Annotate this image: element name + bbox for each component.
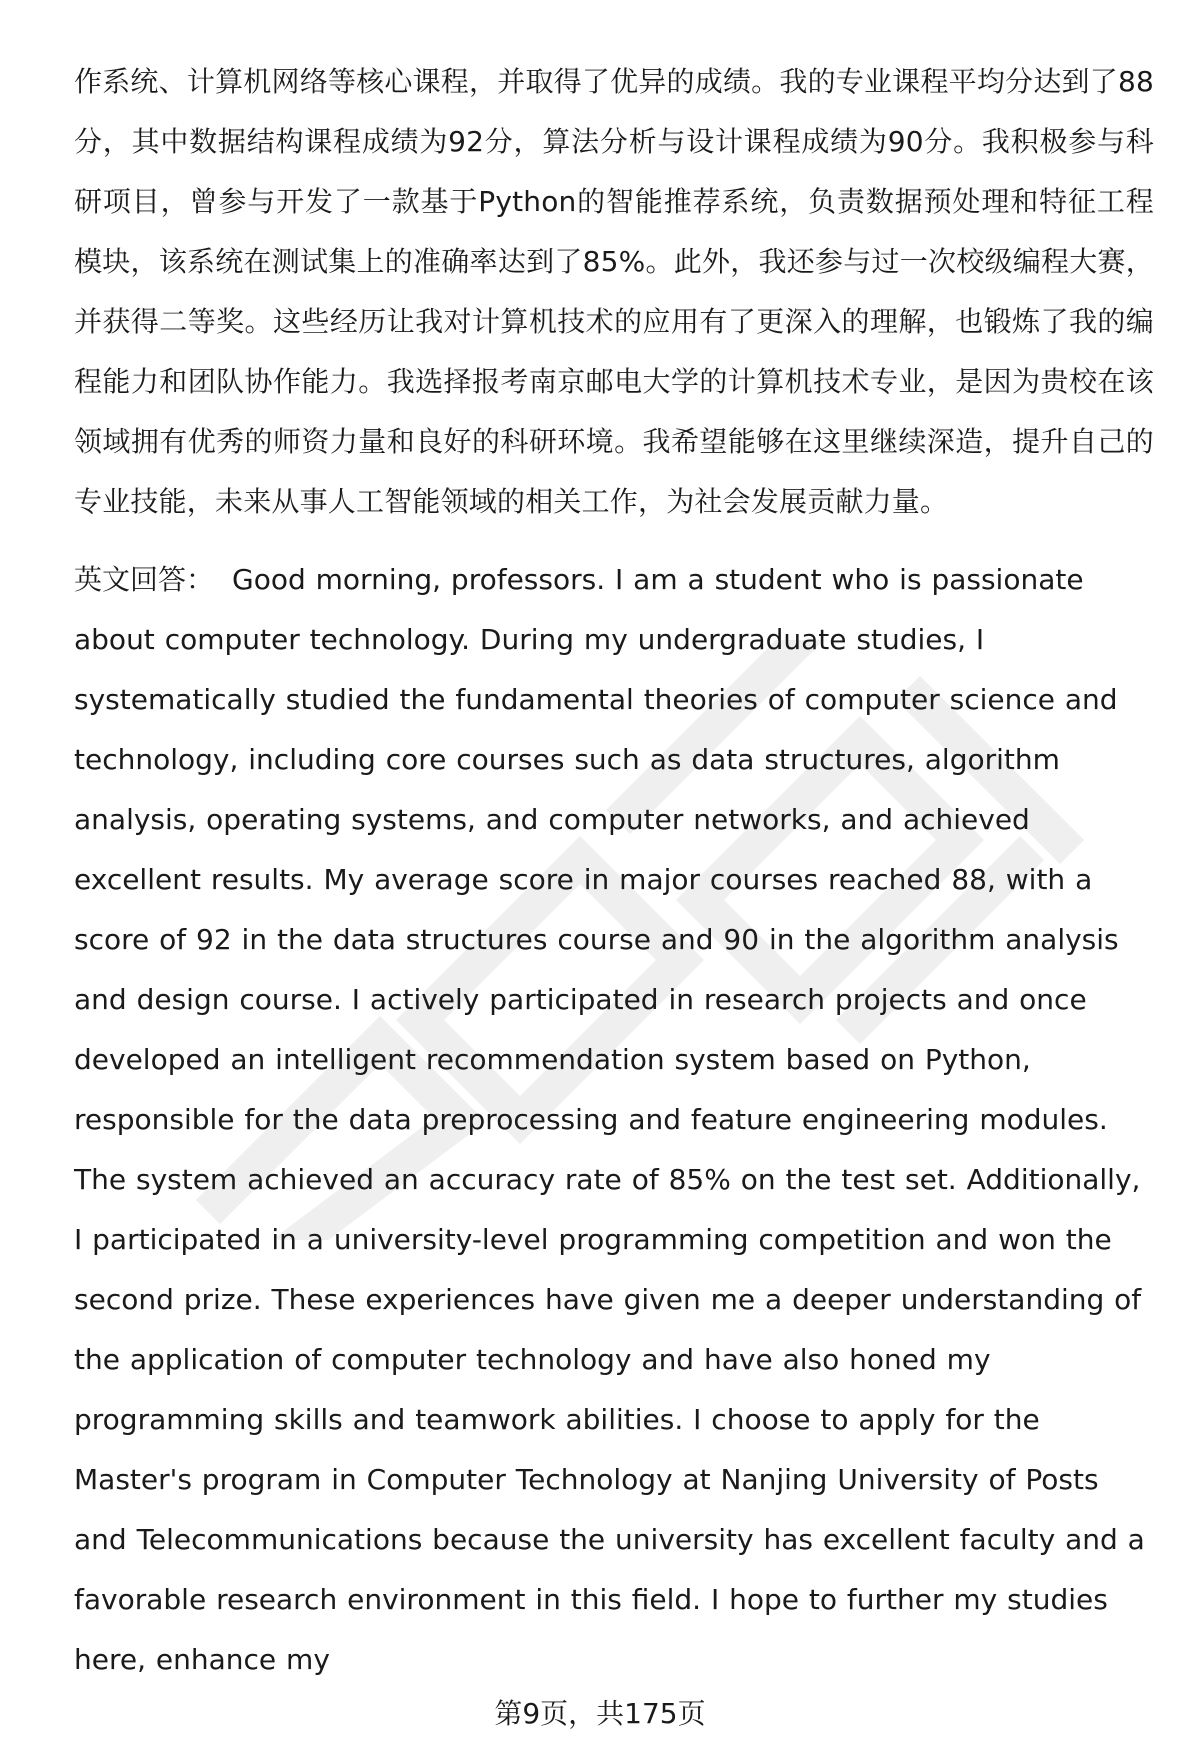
chinese-answer-paragraph: 作系统、计算机网络等核心课程，并取得了优异的成绩。我的专业课程平均分达到了88分，其中数据结构课程成绩为92分，算法分析与设计课程成绩为90分。我积极参与科研项目，曾参与开发了一款基于Python的智能推荐系统，负责数据预处理和特征工程模块，该系统在测试集上的准确率达到了85%。此外，我还参与过一次校级编程大赛，并获得二等奖。这些经历让我对计算机技术的应用有了更深入的理解，也锻炼了我的编程能力和团队协作能力。我选择报考南京邮电大学的计算机技术专业，是因为贵校在该领域拥有优秀的师资力量和良好的科研环境。我希望能够在这里继续深造，提升自己的专业技能，未来从事人工智能领域的相关工作，为社会发展贡献力量。	[74, 65, 1154, 518]
english-answer-label: 英文回答：	[74, 563, 215, 596]
english-answer-text: Good morning, professors. I am a student who is passionate about computer technology. During my undergraduate studies, I systematically studied the fundamental theories of computer science and technology, including core courses such as data structures, algorithm analysis, operating systems, and computer networks, and achieved excellent results. My average score in major courses reached 88, with a score of 92 in the data structures course and 90 in the algorithm analysis and design course. I actively participated in research projects and once developed an intelligent recommendation system based on Python, responsible for the data preprocessing and feature engineering modules. The system achieved an accuracy rate of 85% on the test set. Additionally, I participated in a university-level programming competition and won the second prize. These experiences have given me a deeper understanding of the application of computer technology and have also honed my programming skills and teamwork abilities. I choose to apply for the Master's program in Computer Technology at Nanjing University of Posts and Telecommunications because the university has excellent faculty and a favorable research environment in this field. I hope to further my studies here, enhance my	[74, 563, 1145, 1676]
page-number-footer: 第9页，共175页	[494, 1697, 706, 1730]
english-answer-paragraph	[74, 550, 1154, 1690]
document-body	[74, 52, 1154, 1690]
